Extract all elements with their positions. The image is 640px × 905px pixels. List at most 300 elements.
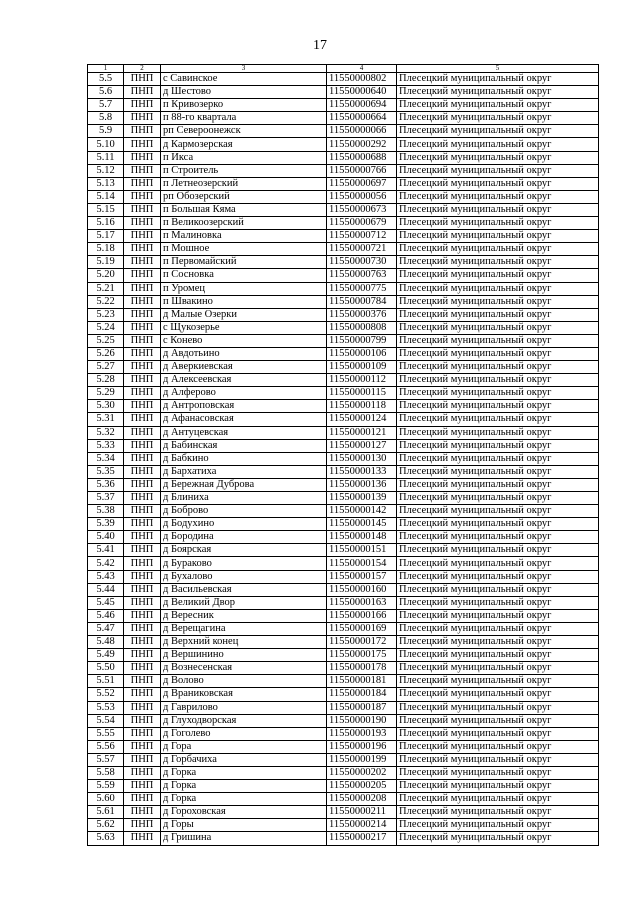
oktmo-code-cell: 11550000721 <box>327 243 397 256</box>
category-cell: ПНП <box>124 675 161 688</box>
category-cell: ПНП <box>124 334 161 347</box>
table-row <box>88 86 599 99</box>
table-row <box>88 112 599 125</box>
district-cell: Плесецкий муниципальный округ <box>397 793 599 806</box>
category-cell: ПНП <box>124 177 161 190</box>
table-row <box>88 531 599 544</box>
row-number-cell: 5.45 <box>88 596 124 609</box>
oktmo-code-cell: 11550000193 <box>327 727 397 740</box>
page-number: 17 <box>313 38 327 53</box>
table-row <box>88 374 599 387</box>
district-cell: Плесецкий муниципальный округ <box>397 256 599 269</box>
district-cell: Плесецкий муниципальный округ <box>397 740 599 753</box>
table-row <box>88 675 599 688</box>
table-row <box>88 439 599 452</box>
settlement-name-cell: д Бережная Дуброва <box>161 478 327 491</box>
row-number-cell: 5.57 <box>88 753 124 766</box>
district-cell: Плесецкий муниципальный округ <box>397 819 599 832</box>
table-row <box>88 256 599 269</box>
category-cell: ПНП <box>124 269 161 282</box>
oktmo-code-cell: 11550000136 <box>327 478 397 491</box>
district-cell: Плесецкий муниципальный округ <box>397 177 599 190</box>
category-cell: ПНП <box>124 465 161 478</box>
category-cell: ПНП <box>124 570 161 583</box>
oktmo-code-cell: 11550000169 <box>327 622 397 635</box>
district-cell: Плесецкий муниципальный округ <box>397 583 599 596</box>
oktmo-code-cell: 11550000673 <box>327 203 397 216</box>
row-number-cell: 5.63 <box>88 832 124 845</box>
table-row <box>88 230 599 243</box>
row-number-cell: 5.16 <box>88 217 124 230</box>
row-number-cell: 5.23 <box>88 308 124 321</box>
category-cell: ПНП <box>124 793 161 806</box>
oktmo-code-cell: 11550000127 <box>327 439 397 452</box>
row-number-cell: 5.7 <box>88 99 124 112</box>
settlement-name-cell: д Глуходворская <box>161 714 327 727</box>
district-cell: Плесецкий муниципальный округ <box>397 282 599 295</box>
settlement-name-cell: п Швакино <box>161 295 327 308</box>
row-number-cell: 5.31 <box>88 413 124 426</box>
oktmo-code-cell: 11550000133 <box>327 465 397 478</box>
settlement-name-cell: с Конево <box>161 334 327 347</box>
category-cell: ПНП <box>124 583 161 596</box>
settlement-name-cell: д Бухалово <box>161 570 327 583</box>
settlement-name-cell: д Шестово <box>161 86 327 99</box>
row-number-cell: 5.36 <box>88 478 124 491</box>
table-row <box>88 177 599 190</box>
oktmo-code-cell: 11550000196 <box>327 740 397 753</box>
category-cell: ПНП <box>124 413 161 426</box>
district-cell: Плесецкий муниципальный округ <box>397 753 599 766</box>
category-cell: ПНП <box>124 636 161 649</box>
category-cell: ПНП <box>124 714 161 727</box>
settlement-name-cell: п Великоозерский <box>161 217 327 230</box>
district-cell: Плесецкий муниципальный округ <box>397 269 599 282</box>
oktmo-code-cell: 11550000688 <box>327 151 397 164</box>
table-row <box>88 544 599 557</box>
row-number-cell: 5.38 <box>88 505 124 518</box>
table-row <box>88 465 599 478</box>
table-row <box>88 426 599 439</box>
settlement-name-cell: п Сосновка <box>161 269 327 282</box>
row-number-cell: 5.54 <box>88 714 124 727</box>
oktmo-code-cell: 11550000121 <box>327 426 397 439</box>
table-row <box>88 321 599 334</box>
settlement-name-cell: д Антроповская <box>161 400 327 413</box>
row-number-cell: 5.48 <box>88 636 124 649</box>
oktmo-code-cell: 11550000172 <box>327 636 397 649</box>
oktmo-code-cell: 11550000202 <box>327 766 397 779</box>
district-cell: Плесецкий муниципальный округ <box>397 426 599 439</box>
category-cell: ПНП <box>124 203 161 216</box>
table-row <box>88 125 599 138</box>
district-cell: Плесецкий муниципальный округ <box>397 518 599 531</box>
table-row <box>88 570 599 583</box>
oktmo-code-cell: 11550000142 <box>327 505 397 518</box>
category-cell: ПНП <box>124 217 161 230</box>
row-number-cell: 5.33 <box>88 439 124 452</box>
row-number-cell: 5.29 <box>88 387 124 400</box>
settlement-name-cell: д Горка <box>161 780 327 793</box>
column-number: 2 <box>124 65 161 73</box>
table-row <box>88 793 599 806</box>
row-number-cell: 5.24 <box>88 321 124 334</box>
oktmo-code-cell: 11550000802 <box>327 73 397 86</box>
district-cell: Плесецкий муниципальный округ <box>397 714 599 727</box>
table-row <box>88 806 599 819</box>
row-number-cell: 5.14 <box>88 190 124 203</box>
settlement-name-cell: п Летнеозерский <box>161 177 327 190</box>
category-cell: ПНП <box>124 361 161 374</box>
table-row <box>88 505 599 518</box>
row-number-cell: 5.21 <box>88 282 124 295</box>
district-cell: Плесецкий муниципальный округ <box>397 675 599 688</box>
row-number-cell: 5.51 <box>88 675 124 688</box>
table-row <box>88 740 599 753</box>
settlement-name-cell: д Алферово <box>161 387 327 400</box>
settlement-name-cell: д Вершинино <box>161 649 327 662</box>
category-cell: ПНП <box>124 780 161 793</box>
row-number-cell: 5.10 <box>88 138 124 151</box>
district-cell: Плесецкий муниципальный округ <box>397 334 599 347</box>
oktmo-code-cell: 11550000181 <box>327 675 397 688</box>
oktmo-code-cell: 11550000217 <box>327 832 397 845</box>
category-cell: ПНП <box>124 832 161 845</box>
district-cell: Плесецкий муниципальный округ <box>397 544 599 557</box>
category-cell: ПНП <box>124 518 161 531</box>
oktmo-code-cell: 11550000166 <box>327 609 397 622</box>
district-cell: Плесецкий муниципальный округ <box>397 531 599 544</box>
oktmo-code-cell: 11550000187 <box>327 701 397 714</box>
district-cell: Плесецкий муниципальный округ <box>397 662 599 675</box>
settlement-name-cell: д Волово <box>161 675 327 688</box>
row-number-cell: 5.50 <box>88 662 124 675</box>
oktmo-code-cell: 11550000799 <box>327 334 397 347</box>
district-cell: Плесецкий муниципальный округ <box>397 112 599 125</box>
row-number-cell: 5.26 <box>88 347 124 360</box>
oktmo-code-cell: 11550000664 <box>327 112 397 125</box>
settlement-name-cell: д Горы <box>161 819 327 832</box>
oktmo-code-cell: 11550000130 <box>327 452 397 465</box>
category-cell: ПНП <box>124 282 161 295</box>
table-row <box>88 518 599 531</box>
district-cell: Плесецкий муниципальный округ <box>397 73 599 86</box>
table-row <box>88 151 599 164</box>
settlement-name-cell: с Щукозерье <box>161 321 327 334</box>
category-cell: ПНП <box>124 347 161 360</box>
settlement-name-cell: рп Североонежск <box>161 125 327 138</box>
settlement-name-cell: д Гришина <box>161 832 327 845</box>
category-cell: ПНП <box>124 164 161 177</box>
table-row <box>88 347 599 360</box>
district-cell: Плесецкий муниципальный округ <box>397 766 599 779</box>
row-number-cell: 5.56 <box>88 740 124 753</box>
district-cell: Плесецкий муниципальный округ <box>397 308 599 321</box>
district-cell: Плесецкий муниципальный округ <box>397 636 599 649</box>
row-number-cell: 5.52 <box>88 688 124 701</box>
table-row <box>88 400 599 413</box>
district-cell: Плесецкий муниципальный округ <box>397 295 599 308</box>
column-number: 4 <box>327 65 397 73</box>
category-cell: ПНП <box>124 138 161 151</box>
category-cell: ПНП <box>124 374 161 387</box>
settlement-name-cell: д Гаврилово <box>161 701 327 714</box>
settlement-name-cell: п Икса <box>161 151 327 164</box>
district-cell: Плесецкий муниципальный округ <box>397 505 599 518</box>
oktmo-code-cell: 11550000763 <box>327 269 397 282</box>
district-cell: Плесецкий муниципальный округ <box>397 609 599 622</box>
category-cell: ПНП <box>124 295 161 308</box>
settlement-name-cell: д Бабкино <box>161 452 327 465</box>
district-cell: Плесецкий муниципальный округ <box>397 99 599 112</box>
settlement-name-cell: д Афанасовская <box>161 413 327 426</box>
oktmo-code-cell: 11550000145 <box>327 518 397 531</box>
row-number-cell: 5.60 <box>88 793 124 806</box>
oktmo-code-cell: 11550000214 <box>327 819 397 832</box>
oktmo-code-cell: 11550000160 <box>327 583 397 596</box>
row-number-cell: 5.42 <box>88 557 124 570</box>
oktmo-code-cell: 11550000109 <box>327 361 397 374</box>
row-number-cell: 5.25 <box>88 334 124 347</box>
category-cell: ПНП <box>124 230 161 243</box>
settlement-name-cell: д Блиниха <box>161 492 327 505</box>
table-row <box>88 452 599 465</box>
oktmo-code-cell: 11550000199 <box>327 753 397 766</box>
district-cell: Плесецкий муниципальный округ <box>397 203 599 216</box>
oktmo-code-cell: 11550000148 <box>327 531 397 544</box>
category-cell: ПНП <box>124 753 161 766</box>
oktmo-code-cell: 11550000151 <box>327 544 397 557</box>
category-cell: ПНП <box>124 400 161 413</box>
settlement-name-cell: д Бархатиха <box>161 465 327 478</box>
category-cell: ПНП <box>124 387 161 400</box>
category-cell: ПНП <box>124 321 161 334</box>
settlement-name-cell: д Бураково <box>161 557 327 570</box>
oktmo-code-cell: 11550000730 <box>327 256 397 269</box>
category-cell: ПНП <box>124 308 161 321</box>
table-row <box>88 164 599 177</box>
district-cell: Плесецкий муниципальный округ <box>397 321 599 334</box>
district-cell: Плесецкий муниципальный округ <box>397 439 599 452</box>
district-cell: Плесецкий муниципальный округ <box>397 400 599 413</box>
oktmo-code-cell: 11550000115 <box>327 387 397 400</box>
oktmo-code-cell: 11550000697 <box>327 177 397 190</box>
table-row <box>88 361 599 374</box>
row-number-cell: 5.9 <box>88 125 124 138</box>
row-number-cell: 5.62 <box>88 819 124 832</box>
table-row <box>88 203 599 216</box>
settlement-name-cell: д Гороховская <box>161 806 327 819</box>
oktmo-code-cell: 11550000175 <box>327 649 397 662</box>
row-number-cell: 5.41 <box>88 544 124 557</box>
district-cell: Плесецкий муниципальный округ <box>397 230 599 243</box>
settlement-name-cell: п Мошное <box>161 243 327 256</box>
row-number-cell: 5.20 <box>88 269 124 282</box>
category-cell: ПНП <box>124 492 161 505</box>
category-cell: ПНП <box>124 649 161 662</box>
oktmo-code-cell: 11550000056 <box>327 190 397 203</box>
column-number-row <box>88 65 599 73</box>
district-cell: Плесецкий муниципальный округ <box>397 361 599 374</box>
row-number-cell: 5.22 <box>88 295 124 308</box>
table-row <box>88 609 599 622</box>
settlement-name-cell: д Авдотьино <box>161 347 327 360</box>
settlements-table <box>87 64 599 846</box>
row-number-cell: 5.35 <box>88 465 124 478</box>
category-cell: ПНП <box>124 688 161 701</box>
table-row <box>88 583 599 596</box>
oktmo-code-cell: 11550000808 <box>327 321 397 334</box>
table-row <box>88 73 599 86</box>
district-cell: Плесецкий муниципальный округ <box>397 413 599 426</box>
district-cell: Плесецкий муниципальный округ <box>397 832 599 845</box>
oktmo-code-cell: 11550000066 <box>327 125 397 138</box>
settlement-name-cell: д Аверкиевская <box>161 361 327 374</box>
category-cell: ПНП <box>124 112 161 125</box>
table-row <box>88 596 599 609</box>
settlement-name-cell: д Боярская <box>161 544 327 557</box>
oktmo-code-cell: 11550000208 <box>327 793 397 806</box>
table-row <box>88 308 599 321</box>
district-cell: Плесецкий муниципальный округ <box>397 780 599 793</box>
settlement-name-cell: д Гора <box>161 740 327 753</box>
table-row <box>88 138 599 151</box>
settlement-name-cell: д Великий Двор <box>161 596 327 609</box>
settlement-name-cell: д Верещагина <box>161 622 327 635</box>
settlement-name-cell: д Враниковская <box>161 688 327 701</box>
settlement-name-cell: п Строитель <box>161 164 327 177</box>
oktmo-code-cell: 11550000118 <box>327 400 397 413</box>
row-number-cell: 5.44 <box>88 583 124 596</box>
oktmo-code-cell: 11550000124 <box>327 413 397 426</box>
oktmo-code-cell: 11550000184 <box>327 688 397 701</box>
oktmo-code-cell: 11550000211 <box>327 806 397 819</box>
district-cell: Плесецкий муниципальный округ <box>397 688 599 701</box>
oktmo-code-cell: 11550000679 <box>327 217 397 230</box>
settlement-name-cell: д Горка <box>161 766 327 779</box>
table-row <box>88 766 599 779</box>
category-cell: ПНП <box>124 531 161 544</box>
settlement-name-cell: д Васильевская <box>161 583 327 596</box>
table-row <box>88 334 599 347</box>
category-cell: ПНП <box>124 609 161 622</box>
row-number-cell: 5.49 <box>88 649 124 662</box>
table-row <box>88 295 599 308</box>
table-row <box>88 688 599 701</box>
district-cell: Плесецкий муниципальный округ <box>397 701 599 714</box>
table-row <box>88 269 599 282</box>
district-cell: Плесецкий муниципальный округ <box>397 387 599 400</box>
oktmo-code-cell: 11550000775 <box>327 282 397 295</box>
settlement-name-cell: п Кривозерко <box>161 99 327 112</box>
table-row <box>88 243 599 256</box>
oktmo-code-cell: 11550000712 <box>327 230 397 243</box>
category-cell: ПНП <box>124 86 161 99</box>
category-cell: ПНП <box>124 190 161 203</box>
oktmo-code-cell: 11550000178 <box>327 662 397 675</box>
oktmo-code-cell: 11550000190 <box>327 714 397 727</box>
category-cell: ПНП <box>124 544 161 557</box>
row-number-cell: 5.12 <box>88 164 124 177</box>
category-cell: ПНП <box>124 740 161 753</box>
row-number-cell: 5.32 <box>88 426 124 439</box>
row-number-cell: 5.5 <box>88 73 124 86</box>
table-row <box>88 413 599 426</box>
district-cell: Плесецкий муниципальный округ <box>397 217 599 230</box>
oktmo-code-cell: 11550000139 <box>327 492 397 505</box>
settlement-name-cell: д Малые Озерки <box>161 308 327 321</box>
oktmo-code-cell: 11550000205 <box>327 780 397 793</box>
settlement-name-cell: д Кармозерская <box>161 138 327 151</box>
settlement-name-cell: п Первомайский <box>161 256 327 269</box>
oktmo-code-cell: 11550000154 <box>327 557 397 570</box>
category-cell: ПНП <box>124 766 161 779</box>
category-cell: ПНП <box>124 806 161 819</box>
row-number-cell: 5.13 <box>88 177 124 190</box>
category-cell: ПНП <box>124 151 161 164</box>
table-row <box>88 727 599 740</box>
category-cell: ПНП <box>124 99 161 112</box>
settlement-name-cell: д Горка <box>161 793 327 806</box>
table-row <box>88 662 599 675</box>
district-cell: Плесецкий муниципальный округ <box>397 347 599 360</box>
row-number-cell: 5.34 <box>88 452 124 465</box>
settlement-name-cell: п Уромец <box>161 282 327 295</box>
row-number-cell: 5.58 <box>88 766 124 779</box>
oktmo-code-cell: 11550000640 <box>327 86 397 99</box>
settlement-name-cell: д Бодухино <box>161 518 327 531</box>
oktmo-code-cell: 11550000766 <box>327 164 397 177</box>
row-number-cell: 5.19 <box>88 256 124 269</box>
table-row <box>88 478 599 491</box>
oktmo-code-cell: 11550000694 <box>327 99 397 112</box>
row-number-cell: 5.47 <box>88 622 124 635</box>
settlement-name-cell: д Бабинская <box>161 439 327 452</box>
district-cell: Плесецкий муниципальный округ <box>397 243 599 256</box>
oktmo-code-cell: 11550000163 <box>327 596 397 609</box>
settlement-name-cell: д Верхний конец <box>161 636 327 649</box>
settlement-name-cell: д Бородина <box>161 531 327 544</box>
table-row <box>88 780 599 793</box>
column-number: 3 <box>161 65 327 73</box>
table-row <box>88 701 599 714</box>
category-cell: ПНП <box>124 819 161 832</box>
district-cell: Плесецкий муниципальный округ <box>397 557 599 570</box>
district-cell: Плесецкий муниципальный округ <box>397 465 599 478</box>
table-row <box>88 819 599 832</box>
row-number-cell: 5.55 <box>88 727 124 740</box>
settlement-name-cell: д Горбачиха <box>161 753 327 766</box>
settlement-name-cell: с Савинское <box>161 73 327 86</box>
table-row <box>88 557 599 570</box>
district-cell: Плесецкий муниципальный округ <box>397 727 599 740</box>
oktmo-code-cell: 11550000106 <box>327 347 397 360</box>
table-row <box>88 387 599 400</box>
row-number-cell: 5.18 <box>88 243 124 256</box>
row-number-cell: 5.15 <box>88 203 124 216</box>
district-cell: Плесецкий муниципальный округ <box>397 478 599 491</box>
row-number-cell: 5.40 <box>88 531 124 544</box>
district-cell: Плесецкий муниципальный округ <box>397 86 599 99</box>
table-row <box>88 282 599 295</box>
district-cell: Плесецкий муниципальный округ <box>397 570 599 583</box>
table-row <box>88 714 599 727</box>
category-cell: ПНП <box>124 478 161 491</box>
category-cell: ПНП <box>124 452 161 465</box>
settlement-name-cell: д Антуцевская <box>161 426 327 439</box>
row-number-cell: 5.27 <box>88 361 124 374</box>
row-number-cell: 5.17 <box>88 230 124 243</box>
